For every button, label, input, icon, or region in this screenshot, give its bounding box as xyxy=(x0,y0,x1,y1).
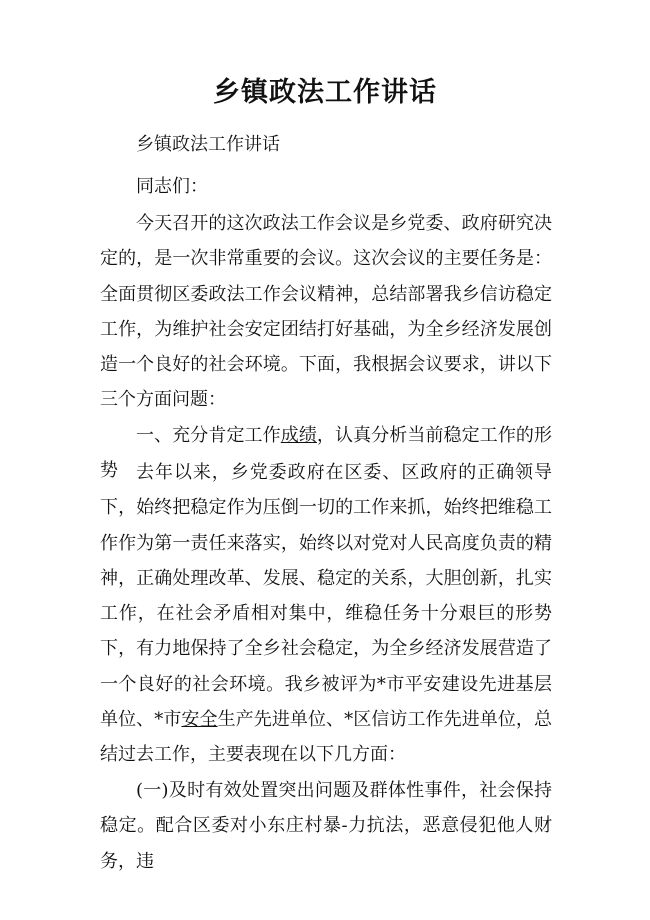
paragraph-summary-text: 去年以来，乡党委政府在区委、区政府的正确领导下，始终把稳定作为压倒一切的工作来抓，始终把维稳工作作为第一责任来落实，始终以对党对人民高度负责的精神，正确处理改革、发展、稳定的关系，大胆创新，扎实工作，在社会矛盾相对集中，维稳任务十分艰巨的形势下，有力地保持了全乡社会稳定，为全乡经济发展营造了一个良好的社会环境。我乡被评为*市平安建设先进基层单位、*市 xyxy=(100,462,552,731)
section-heading-1-text: 一、充分肯定工作 xyxy=(136,425,281,446)
safety-link[interactable]: 安全 xyxy=(181,709,218,731)
achievements-link[interactable]: 成绩 xyxy=(280,425,317,446)
paragraph-intro: 今天召开的这次政法工作会议是乡党委、政府研究决定的，是一次非常重要的会议。这次会议的主要任务是：全面贯彻区委政法工作会议精神，总结部署我乡信访稳定工作，为维护社会安定团结打好基础，为全乡经济发展创造一个良好的社会环境。下面，我根据会议要求，讲以下三个方面问题： xyxy=(100,213,552,411)
paragraph-summary-text-rest: 生产先进单位、*区信访工作先进单位，总结过去工作，主要表现在以下几方面： xyxy=(100,709,553,766)
paragraph-summary xyxy=(100,455,552,773)
greeting: 同志们： xyxy=(136,176,208,197)
section-heading-1-text-rest: ，认真分析当前稳定工作的形势 xyxy=(100,425,553,482)
document-title: 乡镇政法工作讲话 xyxy=(213,77,437,108)
document-subtitle: 乡镇政法工作讲话 xyxy=(136,134,280,155)
paragraph-point-1: (一)及时有效处置突出问题及群体性事件，社会保持稳定。配合区委对小东庄村暴-力抗法，恶意侵犯他人财务，违 xyxy=(100,780,552,872)
